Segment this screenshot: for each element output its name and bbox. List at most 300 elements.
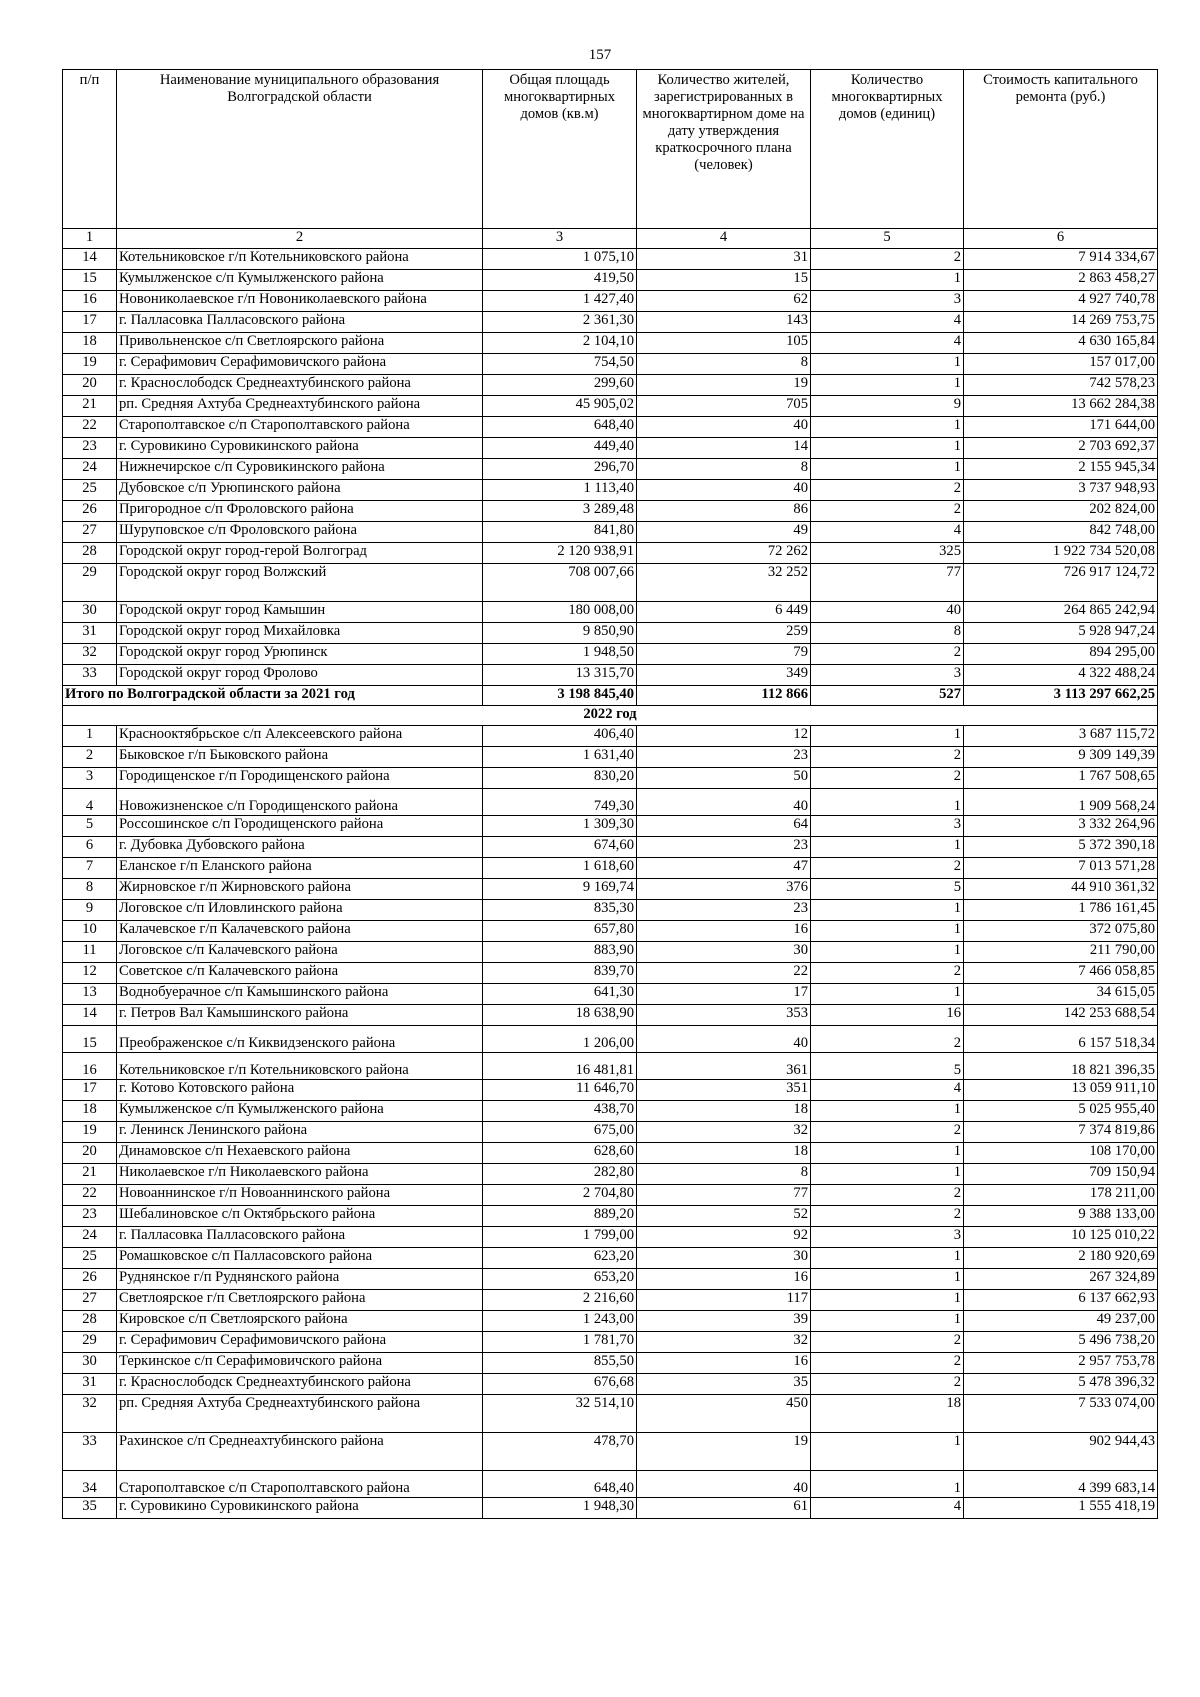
cost-value: 157 017,00 [964, 354, 1158, 375]
houses-value: 1 [811, 354, 964, 375]
municipality-name: Ромашковское с/п Палласовского района [117, 1248, 483, 1269]
residents-value: 6 449 [637, 602, 811, 623]
municipality-name: Дубовское с/п Урюпинского района [117, 480, 483, 501]
row-index: 31 [63, 1374, 117, 1395]
row-index: 22 [63, 417, 117, 438]
total-2021 [63, 686, 1158, 726]
municipality-name: Новоаннинское г/п Новоаннинского района [117, 1185, 483, 1206]
area-value: 299,60 [483, 375, 637, 396]
cost-value: 108 170,00 [964, 1143, 1158, 1164]
residents-value: 40 [637, 789, 811, 816]
municipality-name: Старополтавское с/п Старополтавского района [117, 1471, 483, 1498]
cost-value: 1 555 418,19 [964, 1498, 1158, 1519]
municipality-name: Городской округ город Михайловка [117, 623, 483, 644]
municipality-name: рп. Средняя Ахтуба Среднеахтубинского района [117, 396, 483, 417]
cost-value: 372 075,80 [964, 921, 1158, 942]
table-row [63, 1248, 1158, 1269]
table-row [63, 879, 1158, 900]
houses-value: 1 [811, 1290, 964, 1311]
table-row [63, 1005, 1158, 1026]
cost-value: 18 821 396,35 [964, 1053, 1158, 1080]
municipality-name: Новониколаевское г/п Новониколаевского района [117, 291, 483, 312]
houses-value: 18 [811, 1395, 964, 1433]
area-value: 1 948,50 [483, 644, 637, 665]
table-row [63, 726, 1158, 747]
area-value: 1 243,00 [483, 1311, 637, 1332]
table-row [63, 1206, 1158, 1227]
row-index: 17 [63, 1080, 117, 1101]
area-value: 2 704,80 [483, 1185, 637, 1206]
cost-value: 1 767 508,65 [964, 768, 1158, 789]
total-cost: 3 113 297 662,25 [964, 686, 1158, 706]
table-row [63, 1374, 1158, 1395]
table-row [63, 375, 1158, 396]
municipality-name: Воднобуерачное с/п Камышинского района [117, 984, 483, 1005]
cost-value: 5 372 390,18 [964, 837, 1158, 858]
row-index: 16 [63, 1053, 117, 1080]
houses-value: 1 [811, 837, 964, 858]
area-value: 657,80 [483, 921, 637, 942]
cost-value: 2 703 692,37 [964, 438, 1158, 459]
table-row [63, 417, 1158, 438]
area-value: 2 216,60 [483, 1290, 637, 1311]
houses-value: 4 [811, 1498, 964, 1519]
municipality-name: Старополтавское с/п Старополтавского района [117, 417, 483, 438]
table-row [63, 1026, 1158, 1053]
houses-value: 2 [811, 963, 964, 984]
houses-value: 4 [811, 522, 964, 543]
residents-value: 349 [637, 665, 811, 686]
cost-value: 2 155 945,34 [964, 459, 1158, 480]
municipality-name: Россошинское с/п Городищенского района [117, 816, 483, 837]
houses-value: 2 [811, 747, 964, 768]
houses-value: 3 [811, 665, 964, 686]
area-value: 648,40 [483, 1471, 637, 1498]
header-row [63, 70, 1158, 229]
houses-value: 5 [811, 879, 964, 900]
municipality-name: г. Петров Вал Камышинского района [117, 1005, 483, 1026]
residents-value: 259 [637, 623, 811, 644]
year-heading: 2022 год [63, 706, 1158, 726]
houses-value: 3 [811, 1227, 964, 1248]
houses-value: 1 [811, 459, 964, 480]
table-row [63, 858, 1158, 879]
area-value: 419,50 [483, 270, 637, 291]
residents-value: 361 [637, 1053, 811, 1080]
cost-value: 267 324,89 [964, 1269, 1158, 1290]
cost-value: 1 922 734 520,08 [964, 543, 1158, 564]
area-value: 1 948,30 [483, 1498, 637, 1519]
municipality-name: г. Серафимович Серафимовичского района [117, 354, 483, 375]
row-index: 24 [63, 1227, 117, 1248]
area-value: 478,70 [483, 1433, 637, 1471]
table-row [63, 480, 1158, 501]
houses-value: 1 [811, 726, 964, 747]
houses-value: 5 [811, 1053, 964, 1080]
cost-value: 4 630 165,84 [964, 333, 1158, 354]
area-value: 883,90 [483, 942, 637, 963]
cost-value: 2 863 458,27 [964, 270, 1158, 291]
houses-value: 1 [811, 1433, 964, 1471]
cost-value: 7 466 058,85 [964, 963, 1158, 984]
row-index: 21 [63, 396, 117, 417]
row-index: 4 [63, 789, 117, 816]
cost-value: 7 533 074,00 [964, 1395, 1158, 1433]
table-row [63, 602, 1158, 623]
houses-value: 77 [811, 564, 964, 602]
table-row [63, 1143, 1158, 1164]
cost-value: 49 237,00 [964, 1311, 1158, 1332]
table-row [63, 1122, 1158, 1143]
cost-value: 709 150,94 [964, 1164, 1158, 1185]
cost-value: 13 662 284,38 [964, 396, 1158, 417]
cost-value: 178 211,00 [964, 1185, 1158, 1206]
area-value: 708 007,66 [483, 564, 637, 602]
column-number-row [63, 229, 1158, 249]
houses-value: 8 [811, 623, 964, 644]
row-index: 7 [63, 858, 117, 879]
column-number: 4 [637, 229, 811, 249]
cost-value: 3 737 948,93 [964, 480, 1158, 501]
area-value: 45 905,02 [483, 396, 637, 417]
table-row [63, 1269, 1158, 1290]
table-row [63, 1227, 1158, 1248]
residents-value: 40 [637, 1471, 811, 1498]
cost-value: 742 578,23 [964, 375, 1158, 396]
cost-value: 10 125 010,22 [964, 1227, 1158, 1248]
total-row [63, 686, 1158, 706]
houses-value: 2 [811, 858, 964, 879]
houses-value: 1 [811, 942, 964, 963]
header-houses: Количество многоквартирных домов (единиц) [811, 70, 964, 229]
cost-value: 1 909 568,24 [964, 789, 1158, 816]
houses-value: 2 [811, 1374, 964, 1395]
residents-value: 32 [637, 1122, 811, 1143]
row-index: 6 [63, 837, 117, 858]
row-index: 25 [63, 1248, 117, 1269]
houses-value: 4 [811, 333, 964, 354]
houses-value: 2 [811, 768, 964, 789]
total-houses: 527 [811, 686, 964, 706]
cost-value: 9 309 149,39 [964, 747, 1158, 768]
houses-value: 9 [811, 396, 964, 417]
municipality-name: г. Краснослободск Среднеахтубинского района [117, 1374, 483, 1395]
area-value: 1 075,10 [483, 249, 637, 270]
municipality-name: рп. Средняя Ахтуба Среднеахтубинского района [117, 1395, 483, 1433]
table-row [63, 354, 1158, 375]
municipality-name: Новожизненское с/п Городищенского района [117, 789, 483, 816]
row-index: 34 [63, 1471, 117, 1498]
area-value: 1 781,70 [483, 1332, 637, 1353]
area-value: 889,20 [483, 1206, 637, 1227]
row-index: 26 [63, 1269, 117, 1290]
residents-value: 353 [637, 1005, 811, 1026]
houses-value: 3 [811, 816, 964, 837]
row-index: 26 [63, 501, 117, 522]
municipality-name: Быковское г/п Быковского района [117, 747, 483, 768]
houses-value: 2 [811, 644, 964, 665]
municipality-name: Шебалиновское с/п Октябрьского района [117, 1206, 483, 1227]
table-row [63, 291, 1158, 312]
row-index: 27 [63, 1290, 117, 1311]
cost-value: 4 399 683,14 [964, 1471, 1158, 1498]
residents-value: 450 [637, 1395, 811, 1433]
column-number: 6 [964, 229, 1158, 249]
residents-value: 19 [637, 1433, 811, 1471]
area-value: 13 315,70 [483, 665, 637, 686]
table-row [63, 942, 1158, 963]
table-row [63, 921, 1158, 942]
houses-value: 2 [811, 1332, 964, 1353]
table-row [63, 249, 1158, 270]
residents-value: 35 [637, 1374, 811, 1395]
row-index: 16 [63, 291, 117, 312]
cost-value: 842 748,00 [964, 522, 1158, 543]
municipality-name: Городской округ город Урюпинск [117, 644, 483, 665]
residents-value: 31 [637, 249, 811, 270]
area-value: 1 113,40 [483, 480, 637, 501]
total-residents: 112 866 [637, 686, 811, 706]
residents-value: 16 [637, 1269, 811, 1290]
residents-value: 705 [637, 396, 811, 417]
cost-value: 7 914 334,67 [964, 249, 1158, 270]
houses-value: 40 [811, 602, 964, 623]
year-heading-row [63, 706, 1158, 726]
houses-value: 1 [811, 1269, 964, 1290]
houses-value: 1 [811, 1164, 964, 1185]
table-row [63, 1353, 1158, 1374]
area-value: 11 646,70 [483, 1080, 637, 1101]
row-index: 10 [63, 921, 117, 942]
houses-value: 1 [811, 417, 964, 438]
residents-value: 19 [637, 375, 811, 396]
residents-value: 376 [637, 879, 811, 900]
cost-value: 264 865 242,94 [964, 602, 1158, 623]
municipality-name: г. Палласовка Палласовского района [117, 312, 483, 333]
row-index: 20 [63, 1143, 117, 1164]
municipality-name: г. Котово Котовского района [117, 1080, 483, 1101]
cost-value: 4 322 488,24 [964, 665, 1158, 686]
residents-value: 16 [637, 1353, 811, 1374]
residents-value: 39 [637, 1311, 811, 1332]
area-value: 653,20 [483, 1269, 637, 1290]
area-value: 9 850,90 [483, 623, 637, 644]
area-value: 9 169,74 [483, 879, 637, 900]
residents-value: 79 [637, 644, 811, 665]
table-row [63, 789, 1158, 816]
residents-value: 18 [637, 1101, 811, 1122]
houses-value: 325 [811, 543, 964, 564]
table-row [63, 396, 1158, 417]
municipality-name: г. Суровикино Суровикинского района [117, 1498, 483, 1519]
houses-value: 2 [811, 501, 964, 522]
area-value: 749,30 [483, 789, 637, 816]
cost-value: 2 180 920,69 [964, 1248, 1158, 1269]
residents-value: 32 252 [637, 564, 811, 602]
row-index: 30 [63, 1353, 117, 1374]
residents-value: 8 [637, 354, 811, 375]
municipality-name: г. Палласовка Палласовского района [117, 1227, 483, 1248]
row-index: 13 [63, 984, 117, 1005]
residents-value: 40 [637, 1026, 811, 1053]
table-row [63, 459, 1158, 480]
table-row [63, 270, 1158, 291]
cost-value: 894 295,00 [964, 644, 1158, 665]
houses-value: 1 [811, 921, 964, 942]
cost-value: 5 928 947,24 [964, 623, 1158, 644]
row-index: 5 [63, 816, 117, 837]
municipality-name: Шуруповское с/п Фроловского района [117, 522, 483, 543]
area-value: 296,70 [483, 459, 637, 480]
header-index: п/п [63, 70, 117, 229]
row-index: 23 [63, 1206, 117, 1227]
municipality-name: Городской округ город-герой Волгоград [117, 543, 483, 564]
residents-value: 61 [637, 1498, 811, 1519]
cost-value: 7 013 571,28 [964, 858, 1158, 879]
residents-value: 32 [637, 1332, 811, 1353]
column-number: 5 [811, 229, 964, 249]
rows-2021 [63, 249, 1158, 686]
municipality-name: Преображенское с/п Киквидзенского района [117, 1026, 483, 1053]
total-area: 3 198 845,40 [483, 686, 637, 706]
cost-value: 202 824,00 [964, 501, 1158, 522]
municipality-name: г. Ленинск Ленинского района [117, 1122, 483, 1143]
table-row [63, 1185, 1158, 1206]
area-value: 1 618,60 [483, 858, 637, 879]
cost-value: 44 910 361,32 [964, 879, 1158, 900]
municipality-name: г. Краснослободск Среднеахтубинского района [117, 375, 483, 396]
municipality-name: Городской округ город Фролово [117, 665, 483, 686]
houses-value: 3 [811, 291, 964, 312]
area-value: 830,20 [483, 768, 637, 789]
municipality-name: Привольненское с/п Светлоярского района [117, 333, 483, 354]
cost-value: 3 687 115,72 [964, 726, 1158, 747]
cost-value: 9 388 133,00 [964, 1206, 1158, 1227]
municipality-name: Краснооктябрьское с/п Алексеевского района [117, 726, 483, 747]
area-value: 674,60 [483, 837, 637, 858]
residents-value: 8 [637, 1164, 811, 1185]
row-index: 23 [63, 438, 117, 459]
residents-value: 23 [637, 900, 811, 921]
table-row [63, 665, 1158, 686]
residents-value: 92 [637, 1227, 811, 1248]
municipality-name: Кумылженское с/п Кумылженского района [117, 1101, 483, 1122]
area-value: 2 104,10 [483, 333, 637, 354]
area-value: 438,70 [483, 1101, 637, 1122]
cost-value: 6 137 662,93 [964, 1290, 1158, 1311]
area-value: 1 799,00 [483, 1227, 637, 1248]
header-cost: Стоимость капитального ремонта (руб.) [964, 70, 1158, 229]
area-value: 839,70 [483, 963, 637, 984]
row-index: 1 [63, 726, 117, 747]
residents-value: 23 [637, 747, 811, 768]
municipality-name: г. Серафимович Серафимовичского района [117, 1332, 483, 1353]
table-row [63, 501, 1158, 522]
row-index: 20 [63, 375, 117, 396]
table-row [63, 768, 1158, 789]
row-index: 35 [63, 1498, 117, 1519]
row-index: 2 [63, 747, 117, 768]
table-row [63, 1395, 1158, 1433]
area-value: 648,40 [483, 417, 637, 438]
row-index: 3 [63, 768, 117, 789]
row-index: 9 [63, 900, 117, 921]
table-row [63, 1164, 1158, 1185]
municipality-name: Городской округ город Волжский [117, 564, 483, 602]
houses-value: 4 [811, 312, 964, 333]
header-municipality: Наименование муниципального образования Волгоградской области [117, 70, 483, 229]
row-index: 31 [63, 623, 117, 644]
residents-value: 30 [637, 942, 811, 963]
capital-repair-table [62, 69, 1158, 1519]
municipality-name: Кировское с/п Светлоярского района [117, 1311, 483, 1332]
residents-value: 105 [637, 333, 811, 354]
table-row [63, 984, 1158, 1005]
row-index: 18 [63, 333, 117, 354]
residents-value: 50 [637, 768, 811, 789]
row-index: 25 [63, 480, 117, 501]
area-value: 1 427,40 [483, 291, 637, 312]
table-row [63, 837, 1158, 858]
row-index: 28 [63, 543, 117, 564]
rows-2022 [63, 726, 1158, 1519]
header-area: Общая площадь многоквартирных домов (кв.м) [483, 70, 637, 229]
cost-value: 14 269 753,75 [964, 312, 1158, 333]
houses-value: 2 [811, 1353, 964, 1374]
column-number: 3 [483, 229, 637, 249]
houses-value: 2 [811, 480, 964, 501]
municipality-name: г. Суровикино Суровикинского района [117, 438, 483, 459]
row-index: 17 [63, 312, 117, 333]
residents-value: 52 [637, 1206, 811, 1227]
row-index: 19 [63, 1122, 117, 1143]
cost-value: 5 478 396,32 [964, 1374, 1158, 1395]
cost-value: 7 374 819,86 [964, 1122, 1158, 1143]
municipality-name: Городищенское г/п Городищенского района [117, 768, 483, 789]
cost-value: 902 944,43 [964, 1433, 1158, 1471]
residents-value: 117 [637, 1290, 811, 1311]
row-index: 15 [63, 270, 117, 291]
row-index: 15 [63, 1026, 117, 1053]
residents-value: 22 [637, 963, 811, 984]
cost-value: 726 917 124,72 [964, 564, 1158, 602]
row-index: 32 [63, 1395, 117, 1433]
area-value: 18 638,90 [483, 1005, 637, 1026]
area-value: 282,80 [483, 1164, 637, 1185]
houses-value: 1 [811, 789, 964, 816]
cost-value: 6 157 518,34 [964, 1026, 1158, 1053]
area-value: 841,80 [483, 522, 637, 543]
houses-value: 1 [811, 270, 964, 291]
cost-value: 142 253 688,54 [964, 1005, 1158, 1026]
area-value: 623,20 [483, 1248, 637, 1269]
municipality-name: Рахинское с/п Среднеахтубинского района [117, 1433, 483, 1471]
area-value: 1 631,40 [483, 747, 637, 768]
residents-value: 17 [637, 984, 811, 1005]
area-value: 2 120 938,91 [483, 543, 637, 564]
houses-value: 2 [811, 249, 964, 270]
residents-value: 86 [637, 501, 811, 522]
houses-value: 1 [811, 1101, 964, 1122]
residents-value: 64 [637, 816, 811, 837]
cost-value: 5 496 738,20 [964, 1332, 1158, 1353]
table-row [63, 1080, 1158, 1101]
cost-value: 13 059 911,10 [964, 1080, 1158, 1101]
area-value: 1 309,30 [483, 816, 637, 837]
table-row [63, 312, 1158, 333]
houses-value: 1 [811, 1471, 964, 1498]
area-value: 835,30 [483, 900, 637, 921]
